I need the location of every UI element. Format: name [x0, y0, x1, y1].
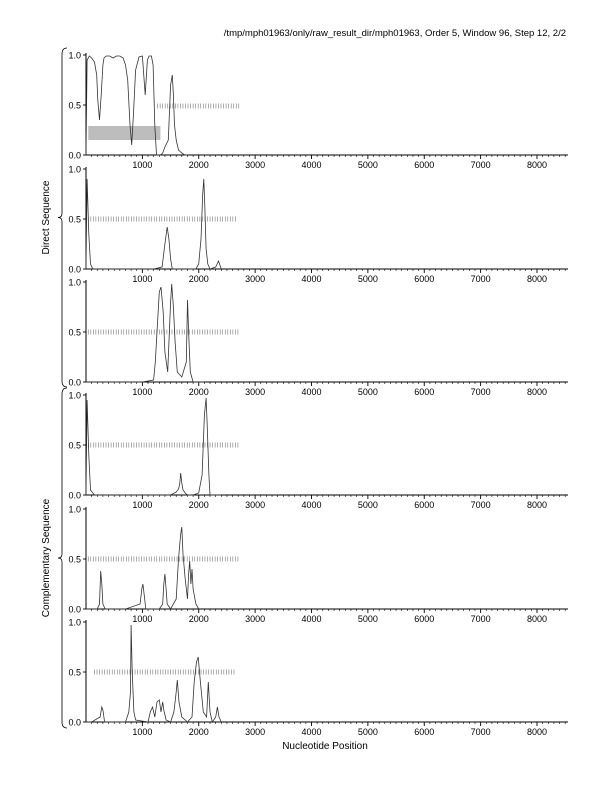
x-tick-label: 7000 [470, 274, 491, 284]
x-tick-label: 6000 [414, 160, 435, 170]
x-tick-label: 6000 [414, 274, 435, 284]
y-tick-label: 0.5 [68, 554, 81, 565]
x-tick-label: 2000 [188, 387, 209, 397]
y-tick-label: 0.0 [68, 150, 81, 161]
series-line-1 [86, 179, 221, 269]
y-tick-label: 0.5 [68, 327, 81, 338]
x-tick-label: 6000 [414, 727, 435, 737]
x-tick-label: 4000 [301, 614, 322, 624]
y-tick-label: 1.0 [68, 277, 81, 288]
chart-panel-1 [68, 51, 568, 171]
x-tick-label: 7000 [470, 500, 491, 510]
x-tick-label: 4000 [301, 387, 322, 397]
x-tick-label: 5000 [357, 274, 378, 284]
x-tick-label: 4000 [301, 500, 322, 510]
x-tick-label: 6000 [414, 500, 435, 510]
x-tick-label: 2000 [188, 727, 209, 737]
y-tick-label: 1.0 [68, 164, 81, 175]
x-tick-label: 8000 [526, 274, 548, 284]
x-tick-label: 5000 [357, 500, 378, 510]
panels-container [68, 51, 568, 738]
x-tick-label: 2000 [188, 500, 209, 510]
x-tick-label: 7000 [470, 387, 491, 397]
x-tick-label: 3000 [245, 727, 266, 737]
x-tick-label: 3000 [245, 500, 266, 510]
x-tick-label: 3000 [245, 387, 266, 397]
x-tick-label: 5000 [357, 160, 378, 170]
x-tick-label: 5000 [357, 614, 378, 624]
x-tick-label: 6000 [414, 387, 435, 397]
x-tick-label: 8000 [526, 387, 548, 397]
y-tick-label: 0.5 [68, 667, 81, 678]
x-tick-label: 6000 [414, 614, 435, 624]
x-tick-label: 4000 [301, 727, 322, 737]
x-tick-label: 8000 [526, 614, 548, 624]
y-tick-label: 0.5 [68, 100, 81, 111]
x-tick-label: 2000 [188, 160, 209, 170]
y-tick-label: 0.0 [68, 717, 81, 728]
y-tick-label: 0.5 [68, 214, 81, 225]
x-axis-label: Nucleotide Position [282, 741, 368, 752]
region-bar [88, 126, 160, 140]
x-tick-label: 8000 [526, 500, 548, 510]
x-tick-label: 4000 [301, 274, 322, 284]
chart-panel-3 [68, 278, 568, 398]
y-tick-label: 0.0 [68, 604, 81, 615]
direct-sequence-bracket [58, 48, 67, 387]
y-tick-label: 1.0 [68, 617, 81, 628]
x-tick-label: 7000 [470, 727, 491, 737]
x-tick-label: 1000 [132, 274, 153, 284]
y-tick-label: 0.0 [68, 490, 81, 501]
x-tick-label: 1000 [132, 500, 153, 510]
x-tick-label: 3000 [245, 614, 266, 624]
y-tick-label: 0.0 [68, 264, 81, 275]
series-line-1 [86, 56, 188, 155]
x-tick-label: 2000 [188, 614, 209, 624]
series-line-1 [86, 527, 199, 609]
group-brackets [41, 48, 67, 728]
y-tick-label: 0.5 [68, 440, 81, 451]
y-tick-label: 1.0 [68, 504, 81, 515]
complementary-sequence-label: Complementary Sequence [41, 498, 52, 618]
chart-panel-6 [68, 618, 568, 738]
x-tick-label: 1000 [132, 614, 153, 624]
y-tick-label: 1.0 [68, 390, 81, 401]
x-tick-label: 8000 [526, 727, 548, 737]
y-tick-label: 1.0 [68, 50, 81, 61]
direct-sequence-label: Direct Sequence [41, 180, 52, 255]
x-tick-label: 4000 [301, 160, 322, 170]
x-tick-label: 7000 [470, 160, 491, 170]
x-tick-label: 1000 [132, 160, 153, 170]
y-tick-label: 0.0 [68, 377, 81, 388]
chart-panel-5 [68, 505, 568, 625]
x-tick-label: 8000 [526, 160, 548, 170]
chart-panel-2 [68, 165, 568, 285]
x-tick-label: 5000 [357, 727, 378, 737]
figure-header: /tmp/mph01963/only/raw_result_dir/mph01963, Order 5, Window 96, Step 12, 2/2 [223, 28, 566, 39]
x-tick-label: 3000 [245, 274, 266, 284]
x-tick-label: 7000 [470, 614, 491, 624]
x-tick-label: 5000 [357, 387, 378, 397]
x-tick-label: 1000 [132, 387, 153, 397]
chart-panel-4 [68, 391, 568, 511]
x-tick-label: 3000 [245, 160, 266, 170]
complementary-sequence-bracket [58, 388, 67, 728]
x-tick-label: 2000 [188, 274, 209, 284]
x-tick-label: 1000 [132, 727, 153, 737]
